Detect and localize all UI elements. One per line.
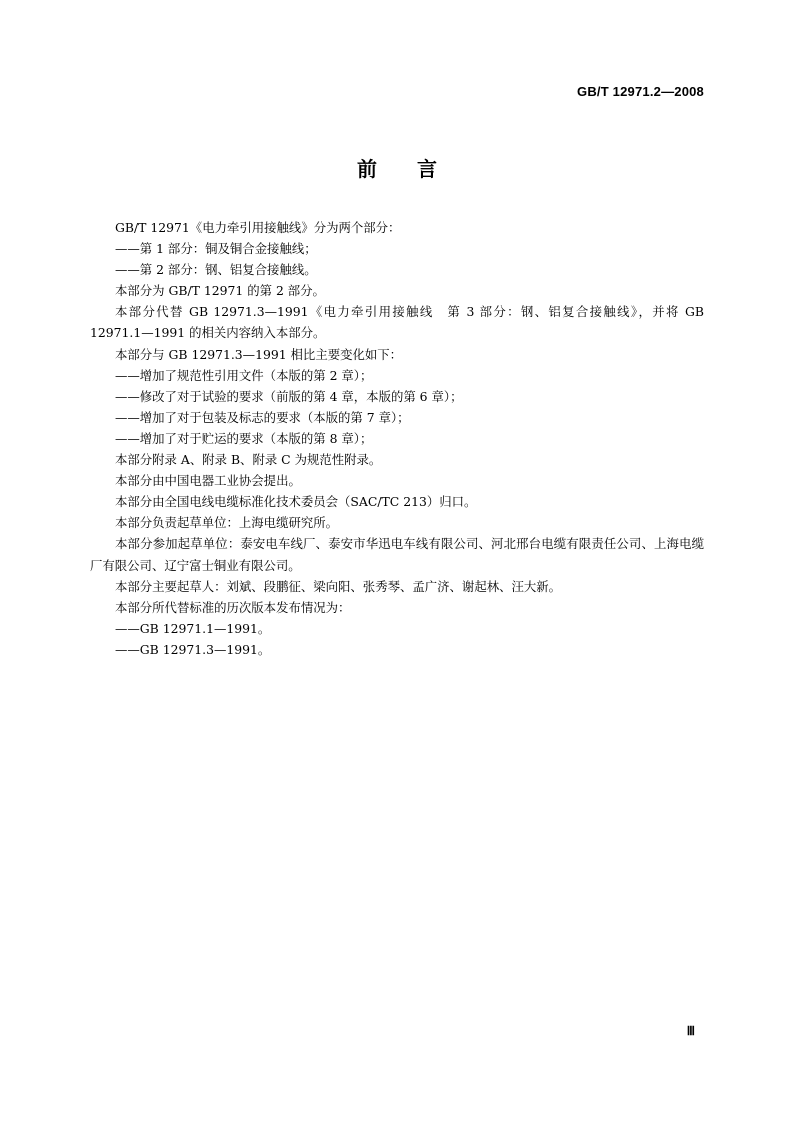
paragraph-annexes: 本部分附录 A、附录 B、附录 C 为规范性附录。	[115, 452, 382, 468]
paragraph-part-statement: 本部分为 GB/T 12971 的第 2 部分。	[115, 283, 325, 299]
page-title	[0, 153, 794, 182]
title-char-2: 言	[417, 157, 437, 181]
list-item-history-1: ——GB 12971.1—1991。	[115, 620, 271, 636]
standard-code: GB/T 12971.2—2008	[577, 84, 704, 99]
list-item-change-3: ——增加了对于包装及标志的要求（本版的第 7 章）；	[115, 409, 410, 425]
paragraph-main-drafters: 本部分主要起草人：刘斌、段鹏征、梁向阳、张秀琴、孟广济、谢起林、汪大新。	[115, 578, 562, 594]
paragraph-participating-drafters: 本部分参加起草单位：泰安电车线厂、泰安市华迅电车线有限公司、河北邢台电缆有限责任公司、上海电缆厂有限公司、辽宁富士铜业有限公司。	[90, 536, 704, 573]
paragraph-replaces: 本部分代替 GB 12971.3—1991《电力牵引用接触线 第 3 部分：钢、铝复合接触线》，并将 GB 12971.1—1991 的相关内容纳入本部分。	[90, 304, 704, 341]
paragraph-proposed-by: 本部分由中国电器工业协会提出。	[115, 473, 301, 489]
foreword-body	[90, 217, 704, 660]
page-number: Ⅲ	[686, 1024, 695, 1038]
list-item-part2: ——第 2 部分：钢、铝复合接触线。	[115, 262, 317, 278]
list-item-change-4: ——增加了对于贮运的要求（本版的第 8 章）；	[115, 430, 373, 446]
paragraph-history-intro: 本部分所代替标准的历次版本发布情况为：	[115, 599, 351, 615]
list-item-part1: ——第 1 部分：铜及铜合金接触线；	[115, 241, 317, 257]
list-item-change-2: ——修改了对于试验的要求（前版的第 4 章，本版的第 6 章）；	[115, 388, 463, 404]
list-item-change-1: ——增加了规范性引用文件（本版的第 2 章）；	[115, 367, 373, 383]
list-item-history-2: ——GB 12971.3—1991。	[115, 641, 271, 657]
title-char-1: 前	[357, 157, 377, 181]
paragraph-under-jurisdiction: 本部分由全国电线电缆标准化技术委员会（SAC/TC 213）归口。	[115, 494, 477, 510]
paragraph-intro: GB/T 12971《电力牵引用接触线》分为两个部分：	[115, 220, 401, 235]
paragraph-changes-intro: 本部分与 GB 12971.3—1991 相比主要变化如下：	[115, 346, 403, 362]
paragraph-responsible-drafter: 本部分负责起草单位：上海电缆研究所。	[115, 515, 339, 531]
